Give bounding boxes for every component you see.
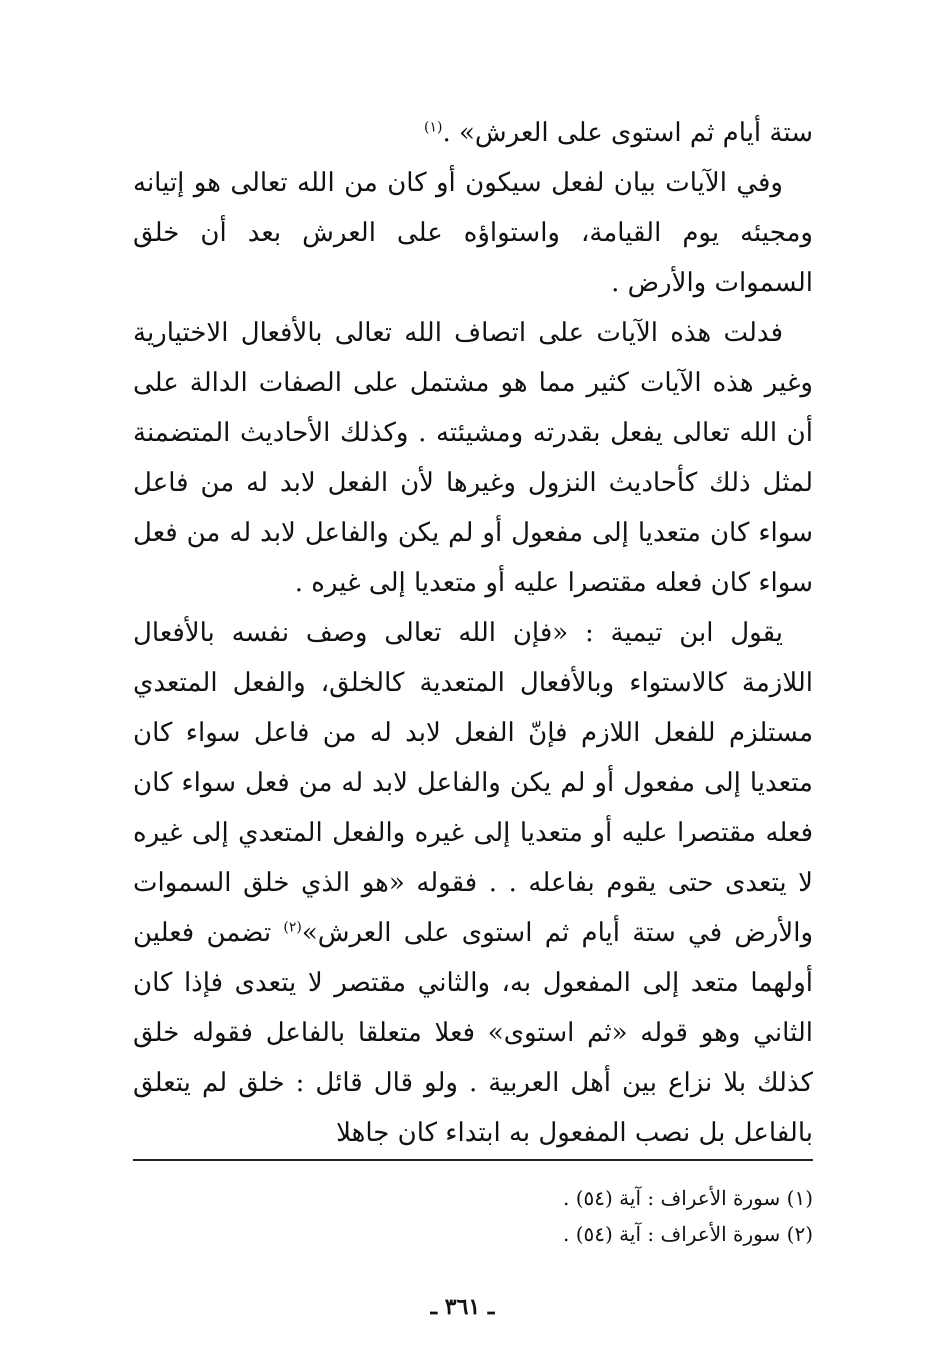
paragraph-text-continued: تضمن فعلين أولهما متعد إلى المفعول به، والثاني مقتصر لا يتعدى فإذا كان الثاني وهو قوله «ثم استوى» فعلا متعلقا بالفاعل فقوله خلق كذلك بلا نزاع بين أهل العربية . ولو قال قائل : خلق لم يتعلق بالفاعل بل نصب المفعول به ابتداء كان جاهلا [133, 918, 813, 1148]
paragraph-text: يقول ابن تيمية : «فإن الله تعالى وصف نفسه بالأفعال اللازمة كالاستواء وبالأفعال المتعدية كالخلق، والفعل المتعدي مستلزم للفعل اللازم فإنّ الفعل لابد له من فاعل سواء كان متعديا إلى مفعول أو لم يكن والفاعل لابد له من فعل سواء كان فعله مقتصرا عليه أو متعديا إلى غيره والفعل المتعدي إلى غيره لا يتعدى حتى يقوم بفاعله . . فقوله «هو الذي خلق السموات والأرض في ستة أيام ثم استوى على العرش» [133, 618, 813, 948]
footnotes [133, 1180, 813, 1252]
paragraph-text: فدلت هذه الآيات على اتصاف الله تعالى بالأفعال الاختيارية وغير هذه الآيات كثير مما هو مشتمل على الصفات الدالة على أن الله تعالى يفعل بقدرته ومشيئته . وكذلك الأحاديث المتضمنة لمثل ذلك كأحاديث النزول وغيرها لأن الفعل لابد له من فاعل سواء كان متعديا إلى مفعول أو لم يكن والفاعل لابد له من فعل سواء كان فعله مقتصرا عليه أو متعديا إلى غيره . [133, 318, 813, 598]
footnote-text: سورة الأعراف : آية (٥٤) . [562, 1222, 781, 1246]
paragraph-attributes [133, 308, 813, 608]
paragraph-actions [133, 158, 813, 308]
paragraph-text: وفي الآيات بيان لفعل سيكون أو كان من الله تعالى هو إتيانه ومجيئه يوم القيامة، واستواؤه على العرش بعد أن خلق السموات والأرض . [133, 168, 813, 298]
footnote-number: (٢) [786, 1222, 813, 1246]
footnote-item [133, 1216, 813, 1252]
paragraph-verse-end [133, 108, 813, 158]
footnote-reference: (١) [423, 119, 443, 136]
paragraph-text: ستة أيام ثم استوى على العرش» . [442, 118, 813, 148]
main-text [133, 108, 813, 1158]
page-number: ـ ٣٦١ ـ [430, 1294, 495, 1320]
paragraph-ibn-taymiyya-quote [133, 608, 813, 1158]
footnote-divider [133, 1159, 813, 1161]
footnote-text: سورة الأعراف : آية (٥٤) . [562, 1186, 781, 1210]
footnote-number: (١) [786, 1186, 813, 1210]
footnote-reference: (٢) [283, 919, 302, 936]
footnote-item [133, 1180, 813, 1216]
